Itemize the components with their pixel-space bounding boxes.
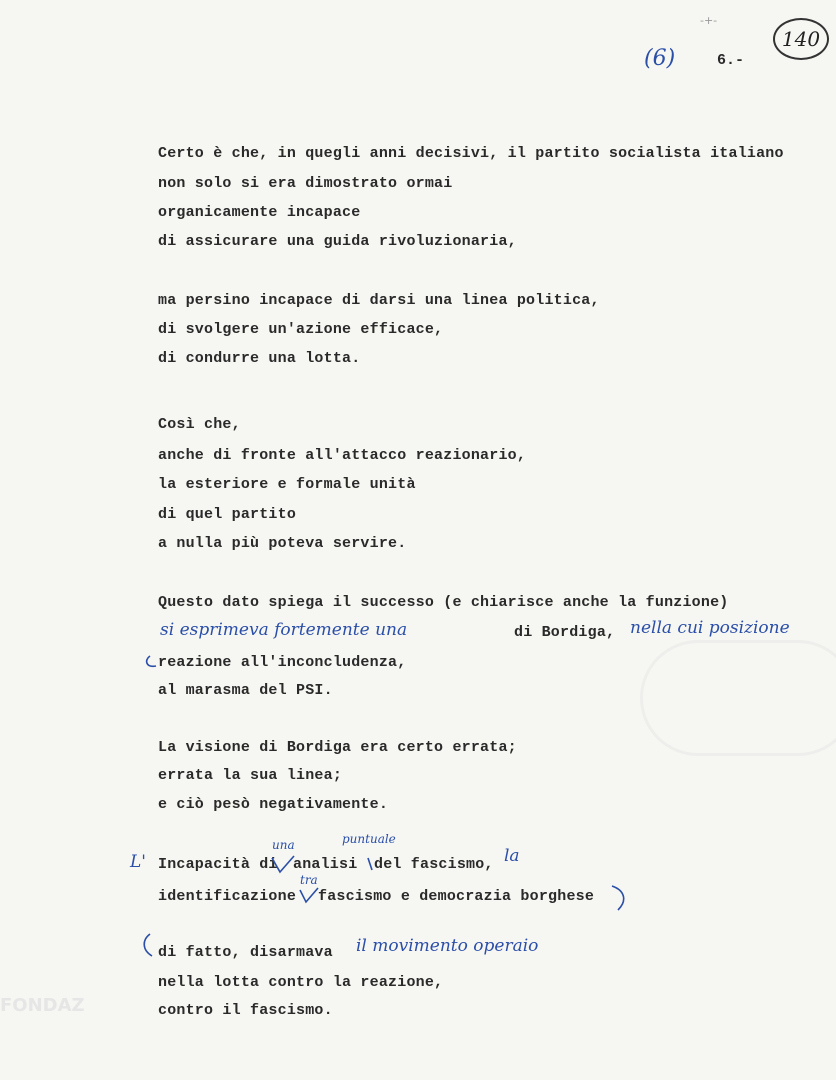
bracket-mark xyxy=(144,934,152,956)
text-line: la esteriore e formale unità xyxy=(158,476,416,493)
text-line: Questo dato spiega il successo (e chiarisce anche la funzione) xyxy=(158,594,729,611)
text-line: contro il fascismo. xyxy=(158,1002,333,1019)
text-line: di fatto, disarmava xyxy=(158,944,333,961)
text-line: nella lotta contro la reazione, xyxy=(158,974,444,991)
caret-mark xyxy=(368,858,372,870)
caret-mark xyxy=(272,856,294,872)
text-line: di condurre una lotta. xyxy=(158,350,361,367)
text-line: Così che, xyxy=(158,416,241,433)
text-line: ma persino incapace di darsi una linea politica, xyxy=(158,292,600,309)
text-line: errata la sua linea; xyxy=(158,767,343,784)
handwritten-insert: nella cui posizione xyxy=(630,618,790,638)
handwritten-insert: puntuale xyxy=(342,832,396,846)
circle-mark xyxy=(147,656,156,666)
text-line: di quel partito xyxy=(158,506,297,523)
text-line: non solo si era dimostrato ormai xyxy=(158,175,453,192)
page-number: 6.- xyxy=(717,52,745,69)
text-line: e ciò pesò negativamente. xyxy=(158,796,389,813)
text-line: analisi xyxy=(293,856,358,873)
bracket-mark xyxy=(612,886,624,910)
handwritten-insert: tra xyxy=(300,873,318,887)
text-line: anche di fronte all'attacco reazionario, xyxy=(158,447,527,464)
text-line: identificazione xyxy=(158,888,297,905)
text-line: organicamente incapace xyxy=(158,204,361,221)
text-line: a nulla più poteva servire. xyxy=(158,535,407,552)
handwritten-insert: una xyxy=(272,838,295,852)
text-line: reazione all'inconcludenza, xyxy=(158,654,407,671)
text-line: al marasma del PSI. xyxy=(158,682,333,699)
text-line: Incapacità di xyxy=(158,856,278,873)
handwritten-insert: il movimento operaio xyxy=(356,936,539,956)
handwritten-paren-number: (6) xyxy=(644,46,676,71)
top-mark: -+- xyxy=(700,14,718,27)
text-line: di Bordiga, xyxy=(514,624,616,641)
text-line: di svolgere un'azione efficace, xyxy=(158,321,444,338)
handwritten-prefix: L' xyxy=(130,852,146,872)
text-line: Certo è che, in quegli anni decisivi, il partito socialista italiano xyxy=(158,145,784,162)
text-line: di assicurare una guida rivoluzionaria, xyxy=(158,233,517,250)
handwritten-insert: si esprimeva fortemente una xyxy=(160,620,408,640)
handwritten-insert: la xyxy=(504,846,520,866)
watermark: FONDAZ xyxy=(0,995,85,1016)
text-line: fascismo e democrazia borghese xyxy=(318,888,595,905)
circled-page-number: 140 xyxy=(773,18,829,60)
caret-mark xyxy=(300,888,318,902)
text-line: del fascismo, xyxy=(374,856,494,873)
text-line: La visione di Bordiga era certo errata; xyxy=(158,739,517,756)
